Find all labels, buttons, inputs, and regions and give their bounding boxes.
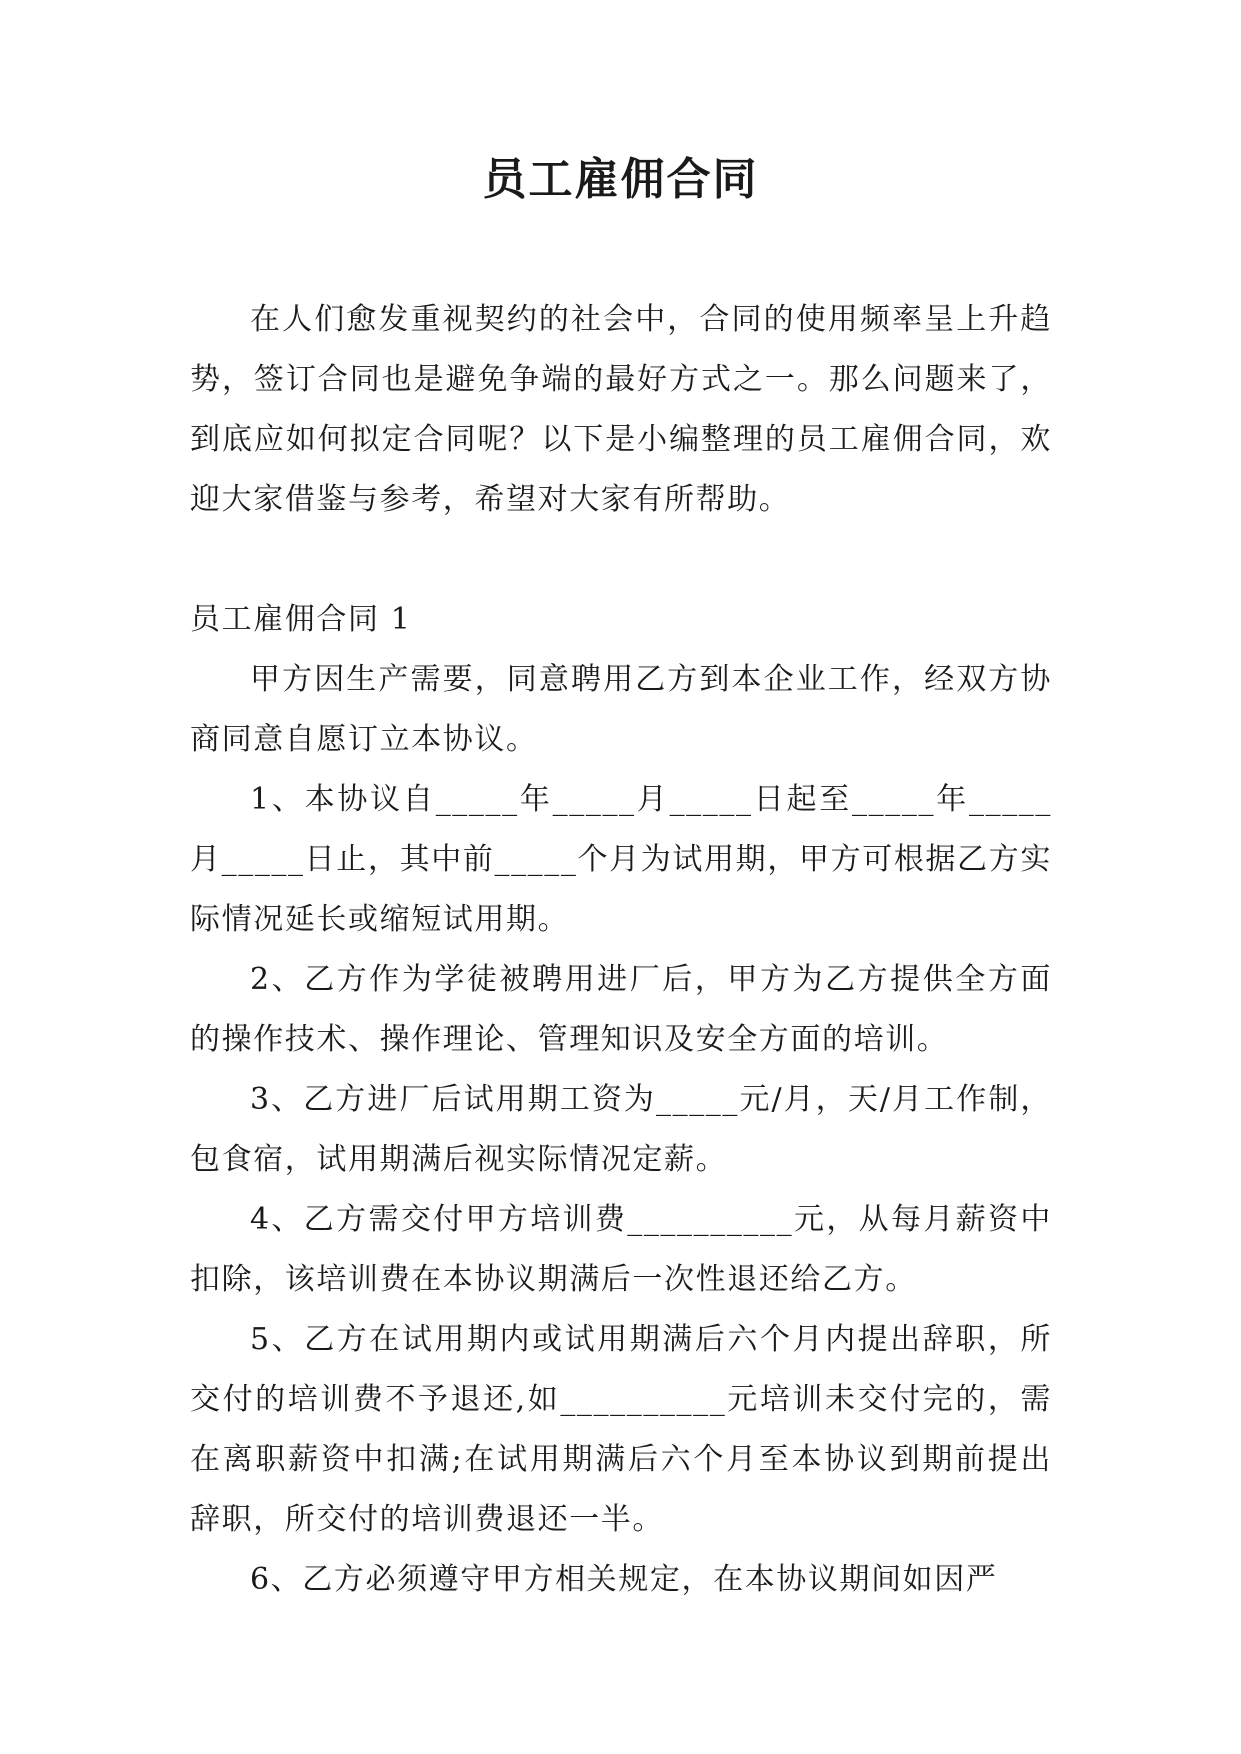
clause-1: 1、本协议自_____年_____月_____日起至_____年_____月_____日止，其中前_____个月为试用期，甲方可根据乙方实际情况延长或缩短试用期。 [190,782,1052,937]
section-heading: 员工雇佣合同 1 [190,602,412,637]
document-body [190,290,1052,1610]
clause-3: 3、乙方进厂后试用期工资为_____元/月，天/月工作制，包食宿，试用期满后视实际情况定薪。 [190,1082,1052,1177]
contract-paragraph: 甲方因生产需要，同意聘用乙方到本企业工作，经双方协商同意自愿订立本协议。 [190,662,1052,757]
clause-2: 2、乙方作为学徒被聘用进厂后，甲方为乙方提供全方面的操作技术、操作理论、管理知识及安全方面的培训。 [190,962,1052,1057]
document-title: 员工雇佣合同 [482,154,759,205]
spacer [190,530,1052,590]
clause-4: 4、乙方需交付甲方培训费__________元，从每月薪资中扣除，该培训费在本协议期满后一次性退还给乙方。 [190,1202,1052,1297]
clause-5: 5、乙方在试用期内或试用期满后六个月内提出辞职，所交付的培训费不予退还,如__________元培训未交付完的，需在离职薪资中扣满;在试用期满后六个月至本协议到期前提出辞职，所交付的培训费退还一半。 [190,1322,1052,1537]
intro-paragraph: 在人们愈发重视契约的社会中，合同的使用频率呈上升趋势，签订合同也是避免争端的最好方式之一。那么问题来了，到底应如何拟定合同呢？以下是小编整理的员工雇佣合同，欢迎大家借鉴与参考，希望对大家有所帮助。 [190,302,1052,517]
clause-6: 6、乙方必须遵守甲方相关规定，在本协议期间如因严 [250,1562,998,1597]
